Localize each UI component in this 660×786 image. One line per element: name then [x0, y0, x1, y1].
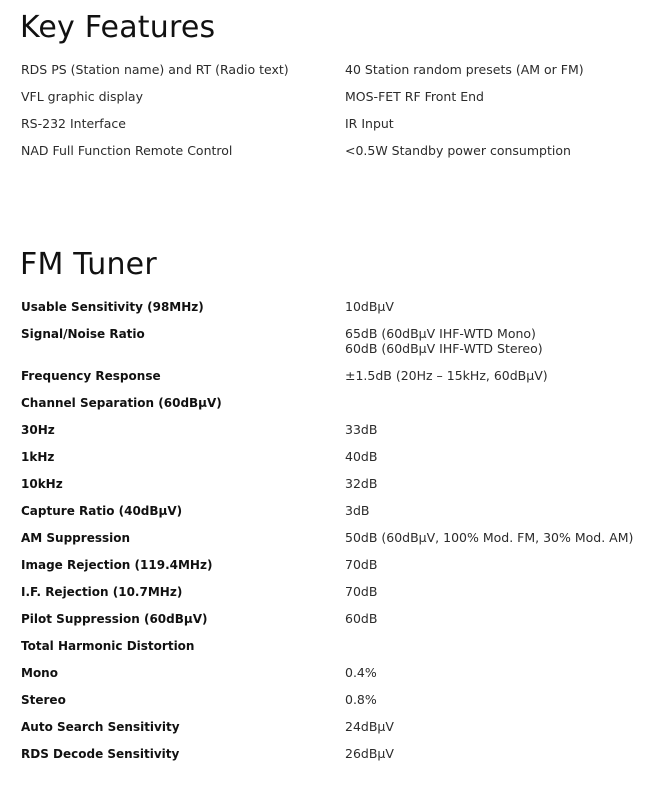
- spec-value: [345, 503, 369, 518]
- spec-label: Frequency Response: [21, 369, 161, 383]
- key-features-title: Key Features: [20, 10, 216, 45]
- feature-left: RDS PS (Station name) and RT (Radio text): [21, 62, 289, 77]
- feature-right: <0.5W Standby power consumption: [345, 143, 571, 158]
- spec-value: [345, 449, 377, 464]
- spec-value: [345, 719, 394, 734]
- spec-label: Pilot Suppression (60dBµV): [21, 612, 208, 626]
- spec-label: Total Harmonic Distortion: [21, 639, 195, 653]
- spec-label: Mono: [21, 666, 58, 680]
- feature-left: NAD Full Function Remote Control: [21, 143, 233, 158]
- feature-left: RS-232 Interface: [21, 116, 126, 131]
- spec-value-line: 65dB (60dBµV IHF-WTD Mono): [345, 326, 536, 341]
- spec-value: [345, 557, 377, 572]
- spec-value: [345, 692, 377, 707]
- spec-value-line: 60dB: [345, 611, 378, 626]
- spec-value-line: 40dB: [345, 449, 378, 464]
- spec-value-line: 10dBµV: [345, 299, 394, 314]
- spec-value-line: 70dB: [345, 584, 378, 599]
- feature-right: 40 Station random presets (AM or FM): [345, 62, 584, 77]
- spec-value-line: 0.4%: [345, 665, 377, 680]
- spec-value: [345, 299, 394, 314]
- spec-value: [345, 476, 377, 491]
- spec-value: [345, 746, 394, 761]
- feature-right: IR Input: [345, 116, 394, 131]
- spec-value-line: 33dB: [345, 422, 378, 437]
- fm-tuner-title: FM Tuner: [20, 247, 157, 282]
- spec-label: Image Rejection (119.4MHz): [21, 558, 213, 572]
- spec-value-line: 26dBµV: [345, 746, 394, 761]
- spec-value-line: 50dB (60dBµV, 100% Mod. FM, 30% Mod. AM): [345, 530, 634, 545]
- spec-value: [345, 422, 377, 437]
- spec-value-line: 32dB: [345, 476, 378, 491]
- spec-label: 10kHz: [21, 477, 63, 491]
- spec-value: [345, 368, 548, 383]
- spec-label: Capture Ratio (40dBµV): [21, 504, 183, 518]
- spec-value: [345, 584, 377, 599]
- spec-label: I.F. Rejection (10.7MHz): [21, 585, 183, 599]
- spec-value: [345, 530, 633, 545]
- spec-label: 30Hz: [21, 423, 55, 437]
- spec-label: RDS Decode Sensitivity: [21, 747, 180, 761]
- spec-label: Signal/Noise Ratio: [21, 327, 145, 341]
- spec-value-line: 60dB (60dBµV IHF-WTD Stereo): [345, 341, 543, 356]
- feature-right: MOS-FET RF Front End: [345, 89, 484, 104]
- spec-value: [345, 611, 377, 626]
- spec-label: 1kHz: [21, 450, 55, 464]
- spec-value-line: 24dBµV: [345, 719, 394, 734]
- feature-left: VFL graphic display: [21, 89, 143, 104]
- spec-value: [345, 326, 543, 356]
- spec-value-line: ±1.5dB (20Hz – 15kHz, 60dBµV): [345, 368, 548, 383]
- spec-value: [345, 665, 377, 680]
- spec-label: Auto Search Sensitivity: [21, 720, 180, 734]
- spec-label: Channel Separation (60dBµV): [21, 396, 222, 410]
- spec-label: Usable Sensitivity (98MHz): [21, 300, 204, 314]
- spec-value-line: 0.8%: [345, 692, 377, 707]
- spec-label: Stereo: [21, 693, 66, 707]
- spec-value-line: 3dB: [345, 503, 370, 518]
- spec-value-line: 70dB: [345, 557, 378, 572]
- spec-label: AM Suppression: [21, 531, 131, 545]
